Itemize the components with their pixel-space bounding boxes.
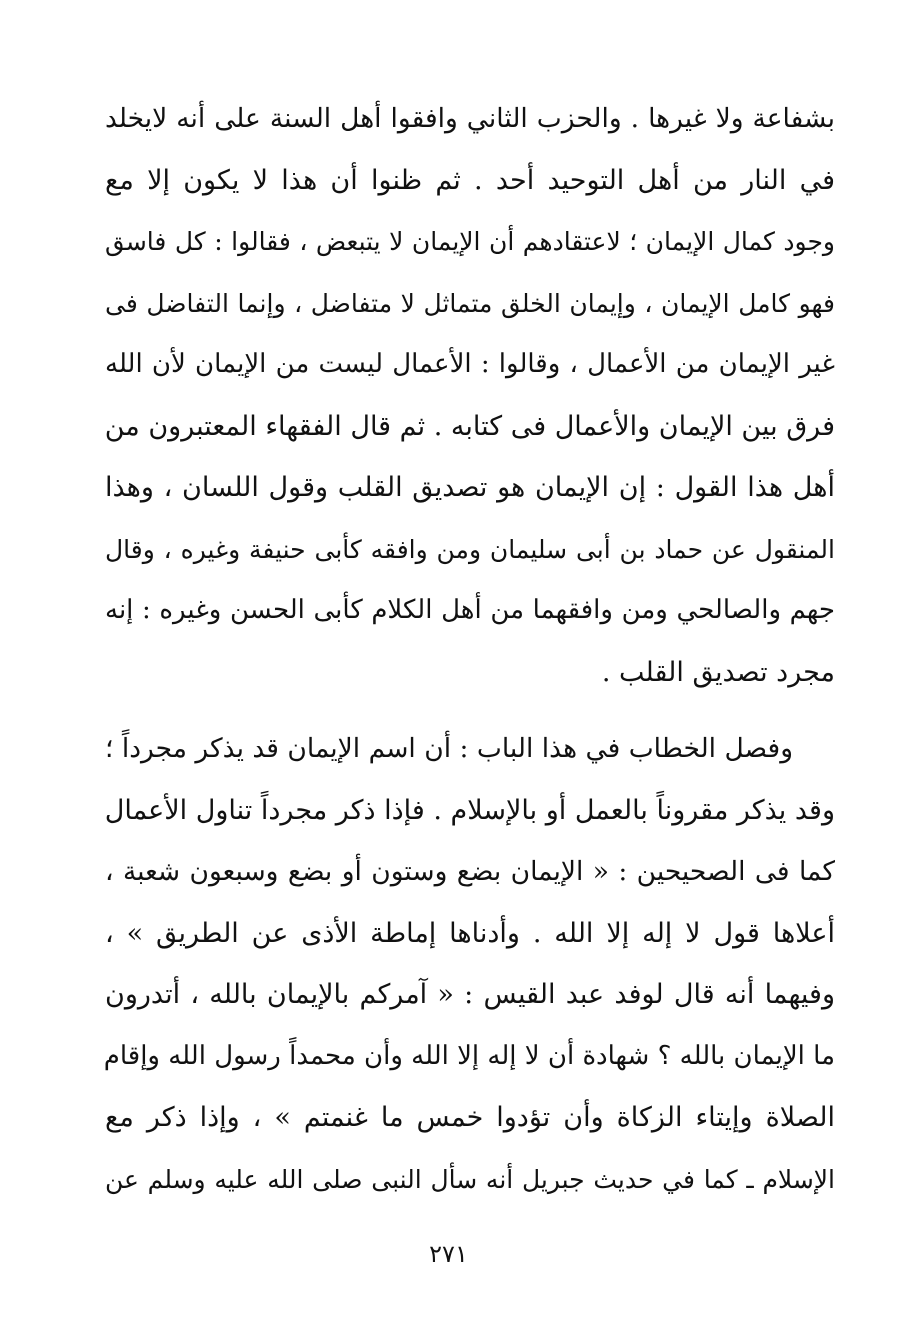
text-line: في النار من أهل التوحيد أحد . ثم ظنوا أن هذا لا يكون إلا مع [105, 164, 835, 196]
text-line: وفصل الخطاب في هذا الباب : أن اسم الإيمان قد يذكر مجرداً ؛ [105, 733, 793, 764]
paragraph-2 [105, 718, 835, 1210]
text-line: بشفاعة ولا غيرها . والحزب الثاني وافقوا أهل السنة على أنه لايخلد [105, 103, 836, 134]
text-line: وجود كمال الإيمان ؛ لاعتقادهم أن الإيمان لا يتبعض ، فقالوا : كل فاسق [105, 227, 835, 256]
text-line: كما فى الصحيحين : « الإيمان بضع وستون أو بضع وسبعون شعبة ، [105, 856, 835, 887]
text-line: المنقول عن حماد بن أبى سليمان ومن وافقه كأبى حنيفة وغيره ، وقال [105, 534, 835, 564]
text-line: غير الإيمان من الأعمال ، وقالوا : الأعمال ليست من الإيمان لأن الله [105, 349, 835, 379]
text-line: فرق بين الإيمان والأعمال فى كتابه . ثم قال الفقهاء المعتبرون من [104, 410, 835, 442]
text-line: جهم والصالحي ومن وافقهما من أهل الكلام كأبى الحسن وغيره : إنه [105, 595, 835, 625]
text-line: أعلاها قول لا إله إلا الله . وأدناها إماطة الأذى عن الطريق » ، [105, 917, 835, 949]
text-line: مجرد تصديق القلب . [601, 656, 835, 688]
paragraph-1 [105, 88, 835, 703]
text-line: ما الإيمان بالله ؟ شهادة أن لا إله إلا الله وأن محمداً رسول الله وإقام [103, 1040, 835, 1071]
text-line: أهل هذا القول : إن الإيمان هو تصديق القلب وقول اللسان ، وهذا [105, 472, 835, 503]
text-line: الإسلام ـ كما في حديث جبريل أنه سأل النبى صلى الله عليه وسلم عن [105, 1164, 835, 1194]
text-line: الصلاة وإيتاء الزكاة وأن تؤدوا خمس ما غنمتم » ، وإذا ذكر مع [105, 1102, 835, 1133]
text-line: وفيهما أنه قال لوفد عبد القيس : « آمركم بالإيمان بالله ، أتدرون [105, 979, 835, 1010]
text-line: فهو كامل الإيمان ، وإيمان الخلق متماثل لا متفاضل ، وإنما التفاضل فى [105, 288, 835, 318]
page-number: ٢٧١ [429, 1240, 468, 1268]
text-line: وقد يذكر مقروناً بالعمل أو بالإسلام . فإذا ذكر مجرداً تناول الأعمال [104, 794, 835, 826]
